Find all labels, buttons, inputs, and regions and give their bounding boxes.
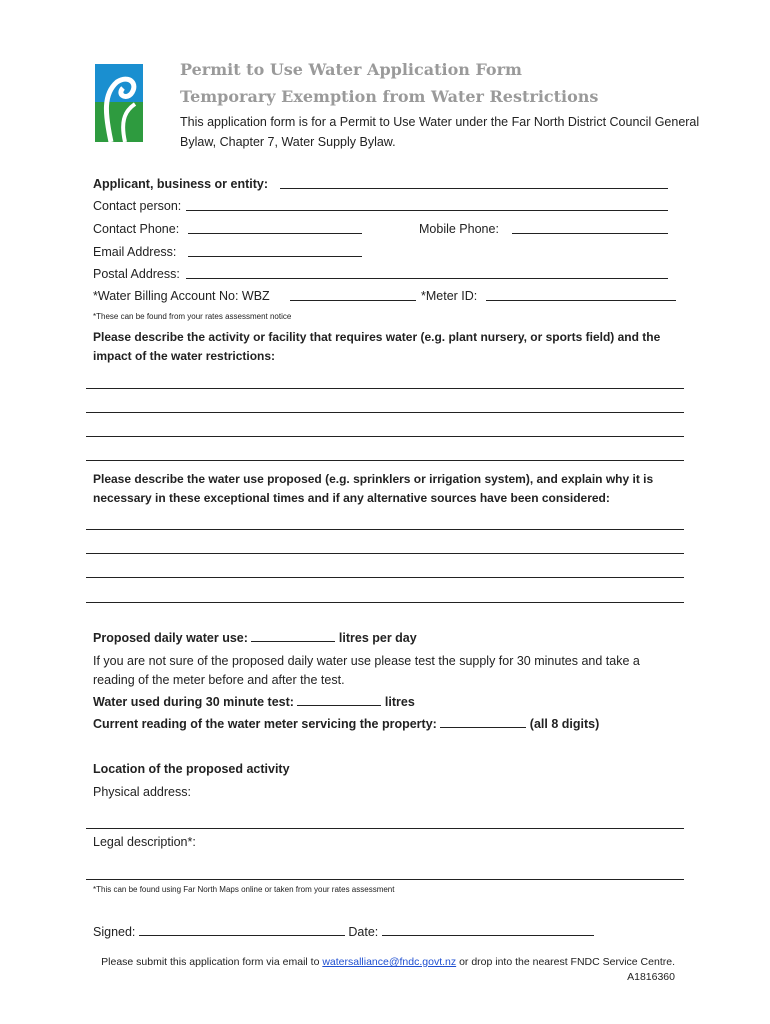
contact-person-label: Contact person:	[93, 199, 182, 213]
mobile-phone-label: Mobile Phone:	[419, 222, 499, 236]
meter-id-field[interactable]	[486, 290, 676, 301]
not-sure-text: If you are not sure of the proposed daily water use please test the supply for 30 minutes and take a reading of the meter before and after the test.	[93, 654, 640, 687]
contact-phone-label: Contact Phone:	[93, 222, 180, 236]
meter-reading-row	[93, 717, 599, 731]
meter-id-label: *Meter ID:	[421, 289, 478, 303]
email-label: Email Address:	[93, 245, 177, 259]
form-subtitle: Temporary Exemption from Water Restrictions	[180, 87, 599, 106]
answer-line[interactable]	[86, 460, 684, 461]
signoff-row	[93, 925, 594, 939]
answer-line[interactable]	[86, 436, 684, 437]
legal-description-label: Legal description*:	[93, 835, 196, 849]
meter-reading-label: Current reading of the water meter servicing the property:	[93, 717, 437, 731]
signature-field[interactable]	[139, 925, 345, 936]
date-field[interactable]	[382, 925, 594, 936]
meter-reading-field[interactable]	[440, 717, 526, 728]
signed-label: Signed:	[93, 925, 136, 939]
email-field[interactable]	[188, 246, 362, 257]
test-use-field[interactable]	[297, 695, 381, 706]
document-reference: A1816360	[627, 971, 675, 983]
billing-label: *Water Billing Account No: WBZ	[93, 289, 270, 303]
billing-field[interactable]	[290, 290, 416, 301]
contact-person-field[interactable]	[186, 200, 668, 211]
date-label: Date:	[348, 925, 379, 939]
answer-line[interactable]	[86, 553, 684, 554]
footer-post: or drop into the nearest FNDC Service Centre.	[459, 956, 675, 968]
test-use-label: Water used during 30 minute test:	[93, 695, 294, 709]
form-title: Permit to Use Water Application Form	[180, 60, 522, 79]
answer-line[interactable]	[86, 412, 684, 413]
daily-use-row	[93, 631, 417, 645]
footer-instructions	[93, 955, 675, 970]
postal-label: Postal Address:	[93, 267, 180, 281]
physical-address-label: Physical address:	[93, 785, 191, 799]
footer	[93, 955, 675, 985]
test-use-row	[93, 695, 415, 709]
meter-reading-unit: (all 8 digits)	[529, 717, 600, 731]
test-use-unit: litres	[384, 695, 415, 709]
question-activity: Please describe the activity or facility that requires water (e.g. plant nursery, or sports field) and the impact of the water restrictions:	[93, 330, 661, 363]
mobile-phone-field[interactable]	[512, 223, 668, 234]
answer-line[interactable]	[86, 602, 684, 603]
maps-note: *This can be found using Far North Maps online or taken from your rates assessment	[93, 885, 395, 894]
answer-line[interactable]	[86, 388, 684, 389]
applicant-field[interactable]	[280, 178, 668, 189]
answer-line[interactable]	[86, 529, 684, 530]
answer-line[interactable]	[86, 577, 684, 578]
email-link[interactable]: watersalliance@fndc.govt.nz	[322, 956, 457, 968]
applicant-label: Applicant, business or entity:	[93, 177, 269, 191]
daily-use-label: Proposed daily water use:	[93, 631, 248, 645]
intro-text: This application form is for a Permit to Use Water under the Far North District Council General Bylaw, Chapter 7, Water Supply Bylaw.	[180, 115, 700, 149]
daily-use-field[interactable]	[251, 631, 335, 642]
footer-pre: Please submit this application form via email to	[101, 956, 320, 968]
contact-phone-field[interactable]	[188, 223, 362, 234]
council-logo-icon	[95, 64, 143, 142]
physical-address-line[interactable]	[86, 828, 684, 829]
location-heading: Location of the proposed activity	[93, 762, 290, 776]
rates-note: *These can be found from your rates assessment notice	[93, 312, 292, 321]
question-water-use: Please describe the water use proposed (e.g. sprinklers or irrigation system), and explain why it is necessary in these exceptional times and if any alternative sources have been considered:	[93, 472, 654, 505]
postal-field[interactable]	[186, 268, 668, 279]
daily-use-unit: litres per day	[338, 631, 417, 645]
legal-description-line[interactable]	[86, 879, 684, 880]
